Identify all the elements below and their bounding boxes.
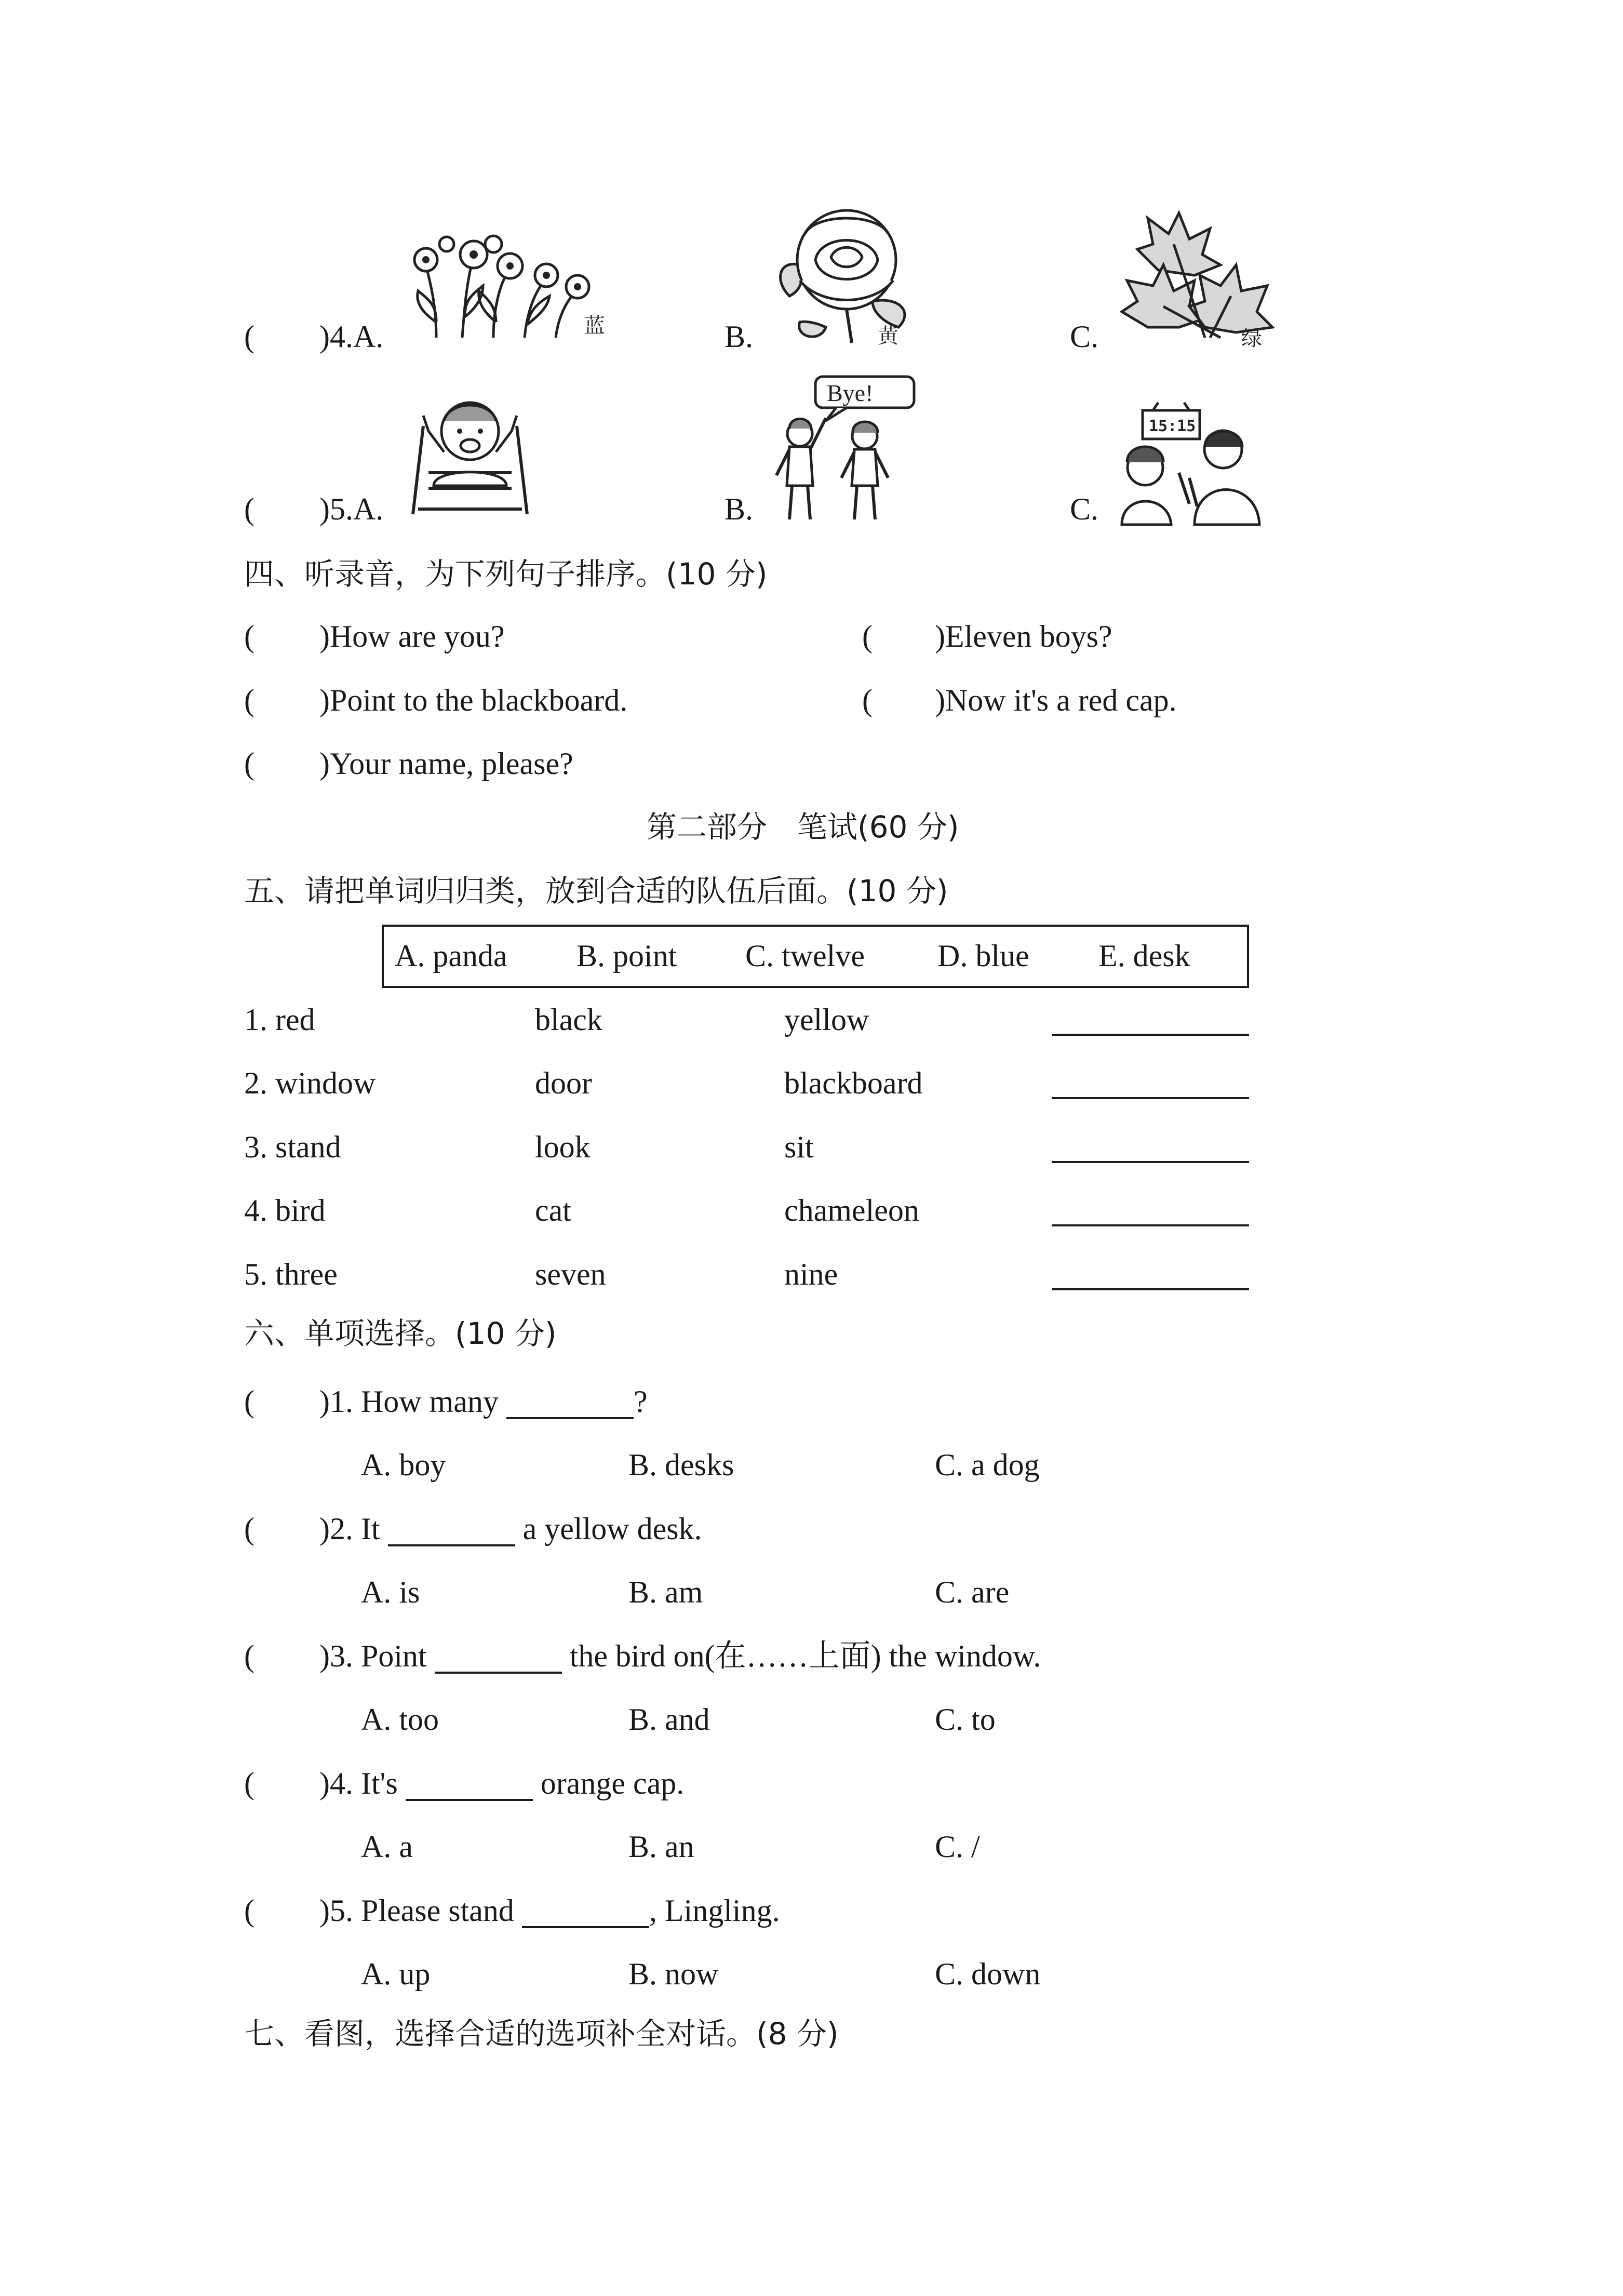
q4-option-b: B.: [725, 319, 754, 354]
s6-q1-stem-pre: )1. How many: [319, 1384, 506, 1419]
s5-row2-word3: blackboard: [784, 1066, 923, 1100]
s6-q3-option-c[interactable]: C. to: [935, 1702, 996, 1737]
s4-item4-bracket[interactable]: (: [862, 683, 873, 717]
s6-q2-option-a[interactable]: A. is: [361, 1575, 420, 1609]
section7-title: 七、看图，选择合适的选项补全对话。(8 分): [244, 2016, 839, 2051]
s5-row4-word3: chameleon: [784, 1193, 919, 1227]
color-label-yellow: 黄: [878, 324, 898, 348]
q5-bracket[interactable]: (: [244, 492, 254, 526]
s6-q4-stem-pre: )4. It's: [319, 1766, 406, 1800]
s5-row1-word2: black: [535, 1003, 602, 1037]
section4-title: 四、听录音，为下列句子排序。(10 分): [244, 556, 768, 592]
clock-time: 15:15: [1149, 417, 1196, 435]
s5-row3-word1: 3. stand: [244, 1130, 341, 1164]
s5-row2-word1: 2. window: [244, 1066, 376, 1100]
saying-bye-picture: [769, 371, 924, 522]
s6-q3-option-b[interactable]: B. and: [628, 1702, 710, 1737]
s6-q3-blank[interactable]: [435, 1640, 562, 1674]
s4-item5-text: )Your name, please?: [319, 746, 573, 781]
s5-row1-answer-blank[interactable]: [1052, 1034, 1249, 1036]
s6-q1-option-c[interactable]: C. a dog: [935, 1448, 1040, 1482]
s6-q2-option-b[interactable]: B. am: [628, 1575, 703, 1609]
s5-row3-word3: sit: [784, 1130, 814, 1164]
s5-row5-word2: seven: [535, 1257, 606, 1291]
s6-q3-bracket[interactable]: (: [244, 1639, 254, 1673]
s4-item3-text: )Point to the blackboard.: [319, 683, 628, 717]
s6-q4-option-b[interactable]: B. an: [628, 1830, 694, 1864]
s6-q5-stem-post: , Lingling.: [649, 1893, 780, 1928]
s5-row4-answer-blank[interactable]: [1052, 1224, 1249, 1226]
s6-q1-blank[interactable]: [506, 1386, 634, 1419]
speech-bubble-text: Bye!: [827, 380, 874, 406]
s5-row5-word3: nine: [784, 1257, 838, 1291]
clock-greeting-picture: [1111, 400, 1267, 525]
s5-row1-word1: 1. red: [244, 1003, 315, 1037]
q4-option-c: C.: [1070, 319, 1099, 354]
q4-label: )4.A.: [319, 319, 384, 354]
s6-q5-option-b[interactable]: B. now: [628, 1957, 719, 1991]
word-bank-option-b: B. point: [576, 939, 677, 973]
s6-q1-stem-post: ?: [633, 1384, 648, 1419]
s5-row5-answer-blank[interactable]: [1052, 1288, 1249, 1290]
s4-item3-bracket[interactable]: (: [244, 683, 254, 717]
word-bank-option-c: C. twelve: [745, 939, 865, 973]
s6-q1-option-b[interactable]: B. desks: [628, 1448, 734, 1482]
rose-picture: [769, 203, 924, 348]
color-label-blue: 蓝: [584, 314, 605, 338]
q4-bracket[interactable]: (: [244, 319, 254, 354]
s6-q2-bracket[interactable]: (: [244, 1512, 254, 1546]
s4-item5-bracket[interactable]: (: [244, 746, 254, 781]
color-label-green: 绿: [1241, 327, 1262, 351]
s5-row1-word3: yellow: [784, 1003, 869, 1037]
s5-row3-answer-blank[interactable]: [1052, 1161, 1249, 1163]
q5-option-c: C.: [1070, 492, 1099, 526]
s6-q3-option-a[interactable]: A. too: [361, 1702, 439, 1737]
s6-q2-option-c[interactable]: C. are: [935, 1575, 1010, 1609]
s5-row2-word2: door: [535, 1066, 592, 1100]
s6-q5-bracket[interactable]: (: [244, 1893, 254, 1928]
s6-q5-stem-pre: )5. Please stand: [319, 1893, 522, 1928]
s6-q2-stem: [319, 1513, 702, 1546]
s6-q5-blank[interactable]: [522, 1895, 649, 1928]
s6-q3-stem-post: the bird on(在……上面) the window.: [561, 1639, 1041, 1673]
s6-q4-stem: [319, 1768, 684, 1801]
s4-item1-text: )How are you?: [319, 619, 505, 653]
q5-label: )5.A.: [319, 492, 384, 526]
s5-row4-word2: cat: [535, 1193, 571, 1227]
child-waking-picture: [408, 384, 532, 519]
s6-q4-option-a[interactable]: A. a: [361, 1830, 413, 1864]
s6-q2-stem-pre: )2. It: [319, 1512, 388, 1546]
s4-item1-bracket[interactable]: (: [244, 619, 254, 653]
s6-q2-stem-post: a yellow desk.: [515, 1512, 702, 1546]
s4-item4-text: )Now it's a red cap.: [935, 683, 1177, 717]
word-bank-option-a: A. panda: [395, 939, 507, 973]
s6-q1-stem: [319, 1386, 648, 1419]
s5-row3-word2: look: [535, 1130, 591, 1164]
s6-q2-blank[interactable]: [388, 1513, 515, 1546]
s6-q4-stem-post: orange cap.: [532, 1766, 685, 1800]
s4-item2-bracket[interactable]: (: [862, 619, 873, 653]
flowers-picture: [415, 223, 613, 343]
section6-title: 六、单项选择。(10 分): [244, 1316, 557, 1351]
s6-q1-bracket[interactable]: (: [244, 1384, 254, 1419]
leaves-picture: [1117, 208, 1278, 351]
s5-row2-answer-blank[interactable]: [1052, 1097, 1249, 1099]
s6-q5-option-a[interactable]: A. up: [361, 1957, 431, 1991]
s6-q5-stem: [319, 1895, 780, 1928]
part2-title: 第二部分 笔试(60 分): [647, 809, 959, 845]
s6-q4-option-c[interactable]: C. /: [935, 1830, 980, 1864]
s6-q5-option-c[interactable]: C. down: [935, 1957, 1041, 1991]
s6-q1-option-a[interactable]: A. boy: [361, 1448, 446, 1482]
s5-row5-word1: 5. three: [244, 1257, 338, 1291]
section5-title: 五、请把单词归归类，放到合适的队伍后面。(10 分): [244, 873, 948, 909]
s5-row4-word1: 4. bird: [244, 1193, 326, 1227]
s6-q4-blank[interactable]: [406, 1768, 533, 1801]
q5-option-b: B.: [725, 492, 754, 526]
s4-item2-text: )Eleven boys?: [935, 619, 1112, 653]
word-bank-option-e: E. desk: [1098, 939, 1190, 973]
s6-q3-stem: [319, 1640, 1041, 1674]
s6-q4-bracket[interactable]: (: [244, 1766, 254, 1800]
s6-q3-stem-pre: )3. Point: [319, 1639, 435, 1673]
word-bank-option-d: D. blue: [937, 939, 1029, 973]
